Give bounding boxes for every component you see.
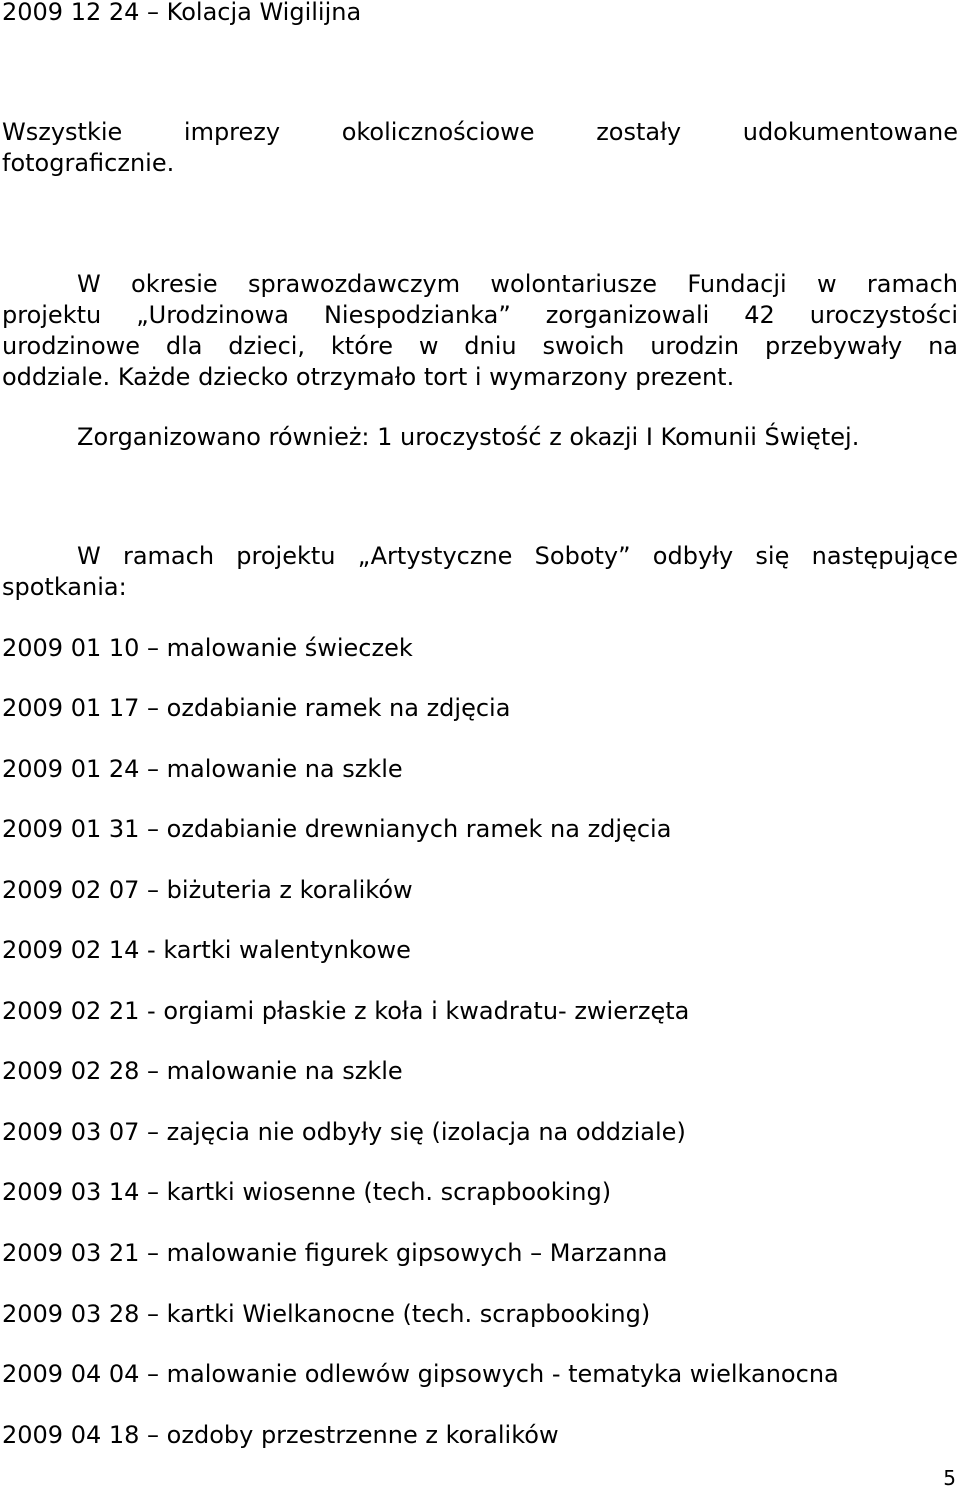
meeting-item: 2009 03 07 – zajęcia nie odbyły się (izolacja na oddziale) bbox=[2, 1118, 686, 1146]
paragraph-birthday-line-3: urodzinowe dla dzieci, które w dniu swoich urodzin przebywały na bbox=[2, 332, 958, 360]
meeting-item: 2009 02 21 - orgiami płaskie z koła i kwadratu- zwierzęta bbox=[2, 997, 690, 1025]
paragraph-birthday-line-4: oddziale. Każde dziecko otrzymało tort i wymarzony prezent. bbox=[2, 363, 735, 391]
paragraph-birthday-line-1: W okresie sprawozdawczym wolontariusze Fundacji w ramach bbox=[77, 270, 958, 298]
paragraph-documentation-line-1: Wszystkie imprezy okolicznościowe zostały udokumentowane bbox=[2, 118, 958, 146]
meeting-item: 2009 02 28 – malowanie na szkle bbox=[2, 1057, 403, 1085]
paragraph-saturdays-line-2: spotkania: bbox=[2, 573, 127, 601]
meeting-item: 2009 03 21 – malowanie figurek gipsowych – Marzanna bbox=[2, 1239, 668, 1267]
paragraph-communion: Zorganizowano również: 1 uroczystość z okazji I Komunii Świętej. bbox=[77, 423, 860, 451]
meeting-item: 2009 01 24 – malowanie na szkle bbox=[2, 755, 403, 783]
meeting-item: 2009 01 17 – ozdabianie ramek na zdjęcia bbox=[2, 694, 511, 722]
meeting-item: 2009 01 10 – malowanie świeczek bbox=[2, 634, 413, 662]
paragraph-saturdays-line-1: W ramach projektu „Artystyczne Soboty” odbyły się następujące bbox=[77, 542, 958, 570]
meeting-item: 2009 02 07 – biżuteria z koralików bbox=[2, 876, 413, 904]
paragraph-documentation-line-2: fotograficznie. bbox=[2, 149, 175, 177]
paragraph-birthday-line-2: projektu „Urodzinowa Niespodzianka” zorganizowali 42 uroczystości bbox=[2, 301, 958, 329]
event-line-wigilia: 2009 12 24 – Kolacja Wigilijna bbox=[2, 0, 362, 26]
meeting-item: 2009 04 18 – ozdoby przestrzenne z koralików bbox=[2, 1421, 559, 1449]
meeting-item: 2009 04 04 – malowanie odlewów gipsowych - tematyka wielkanocna bbox=[2, 1360, 839, 1388]
meeting-item: 2009 01 31 – ozdabianie drewnianych ramek na zdjęcia bbox=[2, 815, 672, 843]
meeting-item: 2009 03 14 – kartki wiosenne (tech. scrapbooking) bbox=[2, 1178, 612, 1206]
meeting-item: 2009 02 14 - kartki walentynkowe bbox=[2, 936, 411, 964]
meeting-item: 2009 03 28 – kartki Wielkanocne (tech. scrapbooking) bbox=[2, 1300, 651, 1328]
page-number: 5 bbox=[943, 1466, 956, 1490]
